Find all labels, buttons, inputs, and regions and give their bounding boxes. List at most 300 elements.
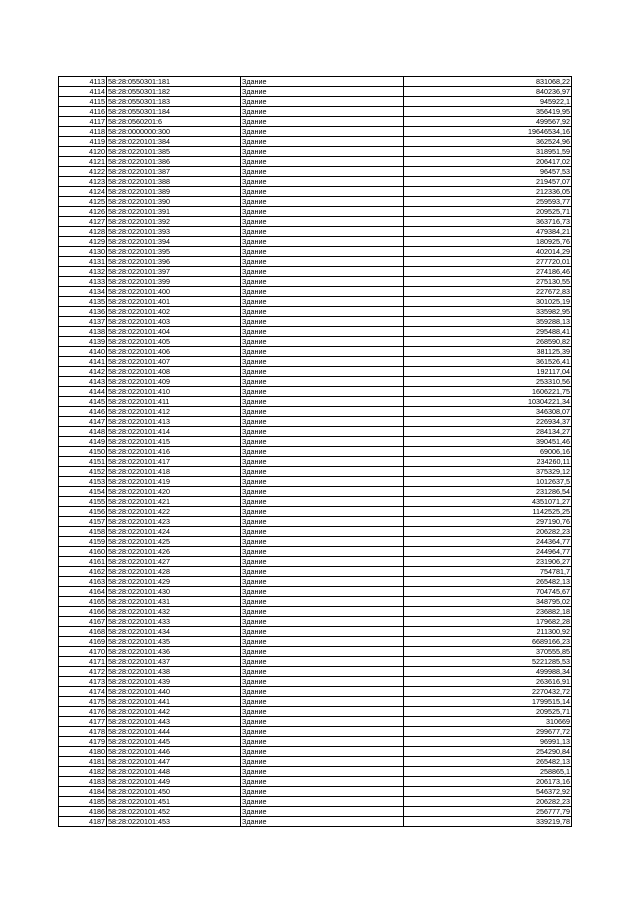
cadastral-number-cell: 58:28:0220101:394 bbox=[107, 237, 241, 247]
row-number-cell: 4141 bbox=[59, 357, 107, 367]
row-number-cell: 4155 bbox=[59, 497, 107, 507]
object-type-cell: Здание bbox=[241, 757, 404, 767]
cadastral-value-cell: 259593,77 bbox=[404, 197, 572, 207]
row-number-cell: 4182 bbox=[59, 767, 107, 777]
cadastral-number-cell: 58:28:0550301:183 bbox=[107, 97, 241, 107]
row-number-cell: 4183 bbox=[59, 777, 107, 787]
table-row bbox=[59, 327, 572, 337]
cadastral-value-cell: 546372,92 bbox=[404, 787, 572, 797]
row-number-cell: 4123 bbox=[59, 177, 107, 187]
cadastral-value-cell: 275130,55 bbox=[404, 277, 572, 287]
cadastral-value-cell: 5221285,53 bbox=[404, 657, 572, 667]
row-number-cell: 4157 bbox=[59, 517, 107, 527]
cadastral-value-cell: 1799515,14 bbox=[404, 697, 572, 707]
cadastral-number-cell: 58:28:0220101:406 bbox=[107, 347, 241, 357]
table-row bbox=[59, 807, 572, 817]
cadastral-value-cell: 295488,41 bbox=[404, 327, 572, 337]
table-row bbox=[59, 147, 572, 157]
cadastral-number-cell: 58:28:0220101:449 bbox=[107, 777, 241, 787]
cadastral-value-cell: 348795,02 bbox=[404, 597, 572, 607]
row-number-cell: 4161 bbox=[59, 557, 107, 567]
row-number-cell: 4133 bbox=[59, 277, 107, 287]
row-number-cell: 4125 bbox=[59, 197, 107, 207]
cadastral-value-cell: 754781,7 bbox=[404, 567, 572, 577]
cadastral-value-cell: 211300,92 bbox=[404, 627, 572, 637]
cadastral-value-cell: 704745,67 bbox=[404, 587, 572, 597]
cadastral-number-cell: 58:28:0220101:419 bbox=[107, 477, 241, 487]
cadastral-number-cell: 58:28:0220101:397 bbox=[107, 267, 241, 277]
cadastral-value-cell: 381125,39 bbox=[404, 347, 572, 357]
table-row bbox=[59, 667, 572, 677]
cadastral-number-cell: 58:28:0220101:432 bbox=[107, 607, 241, 617]
table-row bbox=[59, 387, 572, 397]
row-number-cell: 4140 bbox=[59, 347, 107, 357]
cadastral-number-cell: 58:28:0220101:442 bbox=[107, 707, 241, 717]
table-row bbox=[59, 217, 572, 227]
cadastral-value-cell: 236882,18 bbox=[404, 607, 572, 617]
object-type-cell: Здание bbox=[241, 527, 404, 537]
table-body bbox=[59, 77, 572, 827]
cadastral-number-cell: 58:28:0220101:429 bbox=[107, 577, 241, 587]
cadastral-number-cell: 58:28:0220101:440 bbox=[107, 687, 241, 697]
object-type-cell: Здание bbox=[241, 547, 404, 557]
table-row bbox=[59, 747, 572, 757]
cadastral-number-cell: 58:28:0220101:396 bbox=[107, 257, 241, 267]
row-number-cell: 4181 bbox=[59, 757, 107, 767]
object-type-cell: Здание bbox=[241, 397, 404, 407]
cadastral-value-cell: 375329,12 bbox=[404, 467, 572, 477]
table-row bbox=[59, 367, 572, 377]
row-number-cell: 4186 bbox=[59, 807, 107, 817]
cadastral-value-cell: 206282,23 bbox=[404, 797, 572, 807]
object-type-cell: Здание bbox=[241, 237, 404, 247]
cadastral-number-cell: 58:28:0220101:437 bbox=[107, 657, 241, 667]
cadastral-number-cell: 58:28:0220101:427 bbox=[107, 557, 241, 567]
cadastral-value-cell: 346308,07 bbox=[404, 407, 572, 417]
object-type-cell: Здание bbox=[241, 587, 404, 597]
row-number-cell: 4137 bbox=[59, 317, 107, 327]
object-type-cell: Здание bbox=[241, 157, 404, 167]
table-row bbox=[59, 537, 572, 547]
object-type-cell: Здание bbox=[241, 627, 404, 637]
object-type-cell: Здание bbox=[241, 607, 404, 617]
object-type-cell: Здание bbox=[241, 297, 404, 307]
table-row bbox=[59, 97, 572, 107]
cadastral-number-cell: 58:28:0220101:445 bbox=[107, 737, 241, 747]
object-type-cell: Здание bbox=[241, 377, 404, 387]
row-number-cell: 4154 bbox=[59, 487, 107, 497]
cadastral-value-cell: 254290,84 bbox=[404, 747, 572, 757]
cadastral-value-cell: 226934,37 bbox=[404, 417, 572, 427]
cadastral-value-cell: 263616,91 bbox=[404, 677, 572, 687]
row-number-cell: 4119 bbox=[59, 137, 107, 147]
row-number-cell: 4153 bbox=[59, 477, 107, 487]
row-number-cell: 4143 bbox=[59, 377, 107, 387]
cadastral-value-cell: 19646534,16 bbox=[404, 127, 572, 137]
table-row bbox=[59, 77, 572, 87]
table-row bbox=[59, 347, 572, 357]
row-number-cell: 4180 bbox=[59, 747, 107, 757]
cadastral-number-cell: 58:28:0220101:390 bbox=[107, 197, 241, 207]
row-number-cell: 4129 bbox=[59, 237, 107, 247]
table-row bbox=[59, 357, 572, 367]
cadastral-value-cell: 206173,16 bbox=[404, 777, 572, 787]
cadastral-value-cell: 212336,05 bbox=[404, 187, 572, 197]
table-row bbox=[59, 607, 572, 617]
object-type-cell: Здание bbox=[241, 727, 404, 737]
table-row bbox=[59, 337, 572, 347]
row-number-cell: 4185 bbox=[59, 797, 107, 807]
cadastral-value-cell: 318951,59 bbox=[404, 147, 572, 157]
object-type-cell: Здание bbox=[241, 407, 404, 417]
table-row bbox=[59, 797, 572, 807]
row-number-cell: 4174 bbox=[59, 687, 107, 697]
cadastral-value-cell: 96991,13 bbox=[404, 737, 572, 747]
cadastral-number-cell: 58:28:0220101:446 bbox=[107, 747, 241, 757]
table-row bbox=[59, 817, 572, 827]
object-type-cell: Здание bbox=[241, 147, 404, 157]
object-type-cell: Здание bbox=[241, 817, 404, 827]
cadastral-number-cell: 58:28:0220101:431 bbox=[107, 597, 241, 607]
cadastral-value-cell: 6689166,23 bbox=[404, 637, 572, 647]
cadastral-number-cell: 58:28:0220101:443 bbox=[107, 717, 241, 727]
cadastral-value-cell: 209525,71 bbox=[404, 707, 572, 717]
cadastral-value-cell: 265482,13 bbox=[404, 577, 572, 587]
table-row bbox=[59, 307, 572, 317]
cadastral-number-cell: 58:28:0220101:395 bbox=[107, 247, 241, 257]
cadastral-value-cell: 831068,22 bbox=[404, 77, 572, 87]
cadastral-number-cell: 58:28:0220101:391 bbox=[107, 207, 241, 217]
table-row bbox=[59, 627, 572, 637]
object-type-cell: Здание bbox=[241, 647, 404, 657]
cadastral-number-cell: 58:28:0220101:425 bbox=[107, 537, 241, 547]
cadastral-number-cell: 58:28:0220101:414 bbox=[107, 427, 241, 437]
object-type-cell: Здание bbox=[241, 457, 404, 467]
cadastral-value-cell: 301025,19 bbox=[404, 297, 572, 307]
cadastral-number-cell: 58:28:0220101:420 bbox=[107, 487, 241, 497]
object-type-cell: Здание bbox=[241, 257, 404, 267]
table-row bbox=[59, 117, 572, 127]
cadastral-value-cell: 265482,13 bbox=[404, 757, 572, 767]
cadastral-number-cell: 58:28:0220101:436 bbox=[107, 647, 241, 657]
table-row bbox=[59, 197, 572, 207]
row-number-cell: 4147 bbox=[59, 417, 107, 427]
row-number-cell: 4124 bbox=[59, 187, 107, 197]
cadastral-number-cell: 58:28:0220101:401 bbox=[107, 297, 241, 307]
table-row bbox=[59, 527, 572, 537]
row-number-cell: 4139 bbox=[59, 337, 107, 347]
cadastral-value-cell: 244364,77 bbox=[404, 537, 572, 547]
cadastral-number-cell: 58:28:0560201:6 bbox=[107, 117, 241, 127]
object-type-cell: Здание bbox=[241, 347, 404, 357]
cadastral-number-cell: 58:28:0220101:411 bbox=[107, 397, 241, 407]
cadastral-number-cell: 58:28:0220101:421 bbox=[107, 497, 241, 507]
cadastral-value-cell: 402014,29 bbox=[404, 247, 572, 257]
table-row bbox=[59, 757, 572, 767]
table-row bbox=[59, 547, 572, 557]
object-type-cell: Здание bbox=[241, 597, 404, 607]
cadastral-number-cell: 58:28:0220101:413 bbox=[107, 417, 241, 427]
cadastral-value-cell: 310669 bbox=[404, 717, 572, 727]
table-row bbox=[59, 437, 572, 447]
table-row bbox=[59, 87, 572, 97]
cadastral-number-cell: 58:28:0220101:448 bbox=[107, 767, 241, 777]
object-type-cell: Здание bbox=[241, 337, 404, 347]
table-row bbox=[59, 287, 572, 297]
row-number-cell: 4173 bbox=[59, 677, 107, 687]
cadastral-value-cell: 299677,72 bbox=[404, 727, 572, 737]
table-row bbox=[59, 107, 572, 117]
object-type-cell: Здание bbox=[241, 497, 404, 507]
table-row bbox=[59, 257, 572, 267]
row-number-cell: 4118 bbox=[59, 127, 107, 137]
row-number-cell: 4114 bbox=[59, 87, 107, 97]
row-number-cell: 4113 bbox=[59, 77, 107, 87]
cadastral-number-cell: 58:28:0220101:407 bbox=[107, 357, 241, 367]
object-type-cell: Здание bbox=[241, 427, 404, 437]
cadastral-number-cell: 58:28:0220101:399 bbox=[107, 277, 241, 287]
cadastral-number-cell: 58:28:0220101:447 bbox=[107, 757, 241, 767]
table-row bbox=[59, 167, 572, 177]
cadastral-number-cell: 58:28:0220101:451 bbox=[107, 797, 241, 807]
cadastral-number-cell: 58:28:0220101:430 bbox=[107, 587, 241, 597]
cadastral-number-cell: 58:28:0220101:404 bbox=[107, 327, 241, 337]
object-type-cell: Здание bbox=[241, 187, 404, 197]
object-type-cell: Здание bbox=[241, 357, 404, 367]
cadastral-number-cell: 58:28:0550301:184 bbox=[107, 107, 241, 117]
row-number-cell: 4162 bbox=[59, 567, 107, 577]
cadastral-number-cell: 58:28:0220101:426 bbox=[107, 547, 241, 557]
table-row bbox=[59, 317, 572, 327]
row-number-cell: 4145 bbox=[59, 397, 107, 407]
cadastral-number-cell: 58:28:0220101:412 bbox=[107, 407, 241, 417]
cadastral-number-cell: 58:28:0220101:409 bbox=[107, 377, 241, 387]
object-type-cell: Здание bbox=[241, 617, 404, 627]
object-type-cell: Здание bbox=[241, 217, 404, 227]
cadastral-number-cell: 58:28:0220101:386 bbox=[107, 157, 241, 167]
object-type-cell: Здание bbox=[241, 477, 404, 487]
cadastral-value-cell: 339219,78 bbox=[404, 817, 572, 827]
object-type-cell: Здание bbox=[241, 487, 404, 497]
cadastral-number-cell: 58:28:0220101:402 bbox=[107, 307, 241, 317]
cadastral-number-cell: 58:28:0550301:181 bbox=[107, 77, 241, 87]
cadastral-number-cell: 58:28:0220101:400 bbox=[107, 287, 241, 297]
cadastral-number-cell: 58:28:0550301:182 bbox=[107, 87, 241, 97]
table-row bbox=[59, 467, 572, 477]
cadastral-value-cell: 69006,16 bbox=[404, 447, 572, 457]
cadastral-value-cell: 361526,41 bbox=[404, 357, 572, 367]
object-type-cell: Здание bbox=[241, 367, 404, 377]
row-number-cell: 4135 bbox=[59, 297, 107, 307]
row-number-cell: 4120 bbox=[59, 147, 107, 157]
row-number-cell: 4115 bbox=[59, 97, 107, 107]
cadastral-value-cell: 219457,07 bbox=[404, 177, 572, 187]
table-row bbox=[59, 657, 572, 667]
object-type-cell: Здание bbox=[241, 467, 404, 477]
row-number-cell: 4169 bbox=[59, 637, 107, 647]
row-number-cell: 4172 bbox=[59, 667, 107, 677]
cadastral-value-cell: 356419,95 bbox=[404, 107, 572, 117]
table-row bbox=[59, 207, 572, 217]
object-type-cell: Здание bbox=[241, 207, 404, 217]
row-number-cell: 4121 bbox=[59, 157, 107, 167]
table-row bbox=[59, 227, 572, 237]
object-type-cell: Здание bbox=[241, 317, 404, 327]
cadastral-value-cell: 253310,56 bbox=[404, 377, 572, 387]
row-number-cell: 4176 bbox=[59, 707, 107, 717]
object-type-cell: Здание bbox=[241, 707, 404, 717]
object-type-cell: Здание bbox=[241, 697, 404, 707]
row-number-cell: 4148 bbox=[59, 427, 107, 437]
table-row bbox=[59, 517, 572, 527]
cadastral-value-cell: 1142525,25 bbox=[404, 507, 572, 517]
table-row bbox=[59, 397, 572, 407]
object-type-cell: Здание bbox=[241, 267, 404, 277]
row-number-cell: 4134 bbox=[59, 287, 107, 297]
cadastral-value-cell: 362524,96 bbox=[404, 137, 572, 147]
table-row bbox=[59, 297, 572, 307]
row-number-cell: 4167 bbox=[59, 617, 107, 627]
cadastral-value-cell: 359288,13 bbox=[404, 317, 572, 327]
cadastral-number-cell: 58:28:0220101:415 bbox=[107, 437, 241, 447]
object-type-cell: Здание bbox=[241, 577, 404, 587]
table-row bbox=[59, 157, 572, 167]
object-type-cell: Здание bbox=[241, 557, 404, 567]
table-row bbox=[59, 697, 572, 707]
cadastral-value-cell: 209525,71 bbox=[404, 207, 572, 217]
row-number-cell: 4179 bbox=[59, 737, 107, 747]
cadastral-value-cell: 256777,79 bbox=[404, 807, 572, 817]
object-type-cell: Здание bbox=[241, 77, 404, 87]
cadastral-value-cell: 231286,54 bbox=[404, 487, 572, 497]
cadastral-value-cell: 363716,73 bbox=[404, 217, 572, 227]
cadastral-value-cell: 1606221,75 bbox=[404, 387, 572, 397]
object-type-cell: Здание bbox=[241, 287, 404, 297]
object-type-cell: Здание bbox=[241, 687, 404, 697]
table-row bbox=[59, 677, 572, 687]
row-number-cell: 4146 bbox=[59, 407, 107, 417]
table-row bbox=[59, 477, 572, 487]
cadastral-value-cell: 274186,46 bbox=[404, 267, 572, 277]
object-type-cell: Здание bbox=[241, 777, 404, 787]
cadastral-number-cell: 58:28:0220101:408 bbox=[107, 367, 241, 377]
table-row bbox=[59, 377, 572, 387]
cadastral-value-cell: 499567,92 bbox=[404, 117, 572, 127]
cadastral-number-cell: 58:28:0220101:393 bbox=[107, 227, 241, 237]
row-number-cell: 4128 bbox=[59, 227, 107, 237]
object-type-cell: Здание bbox=[241, 447, 404, 457]
row-number-cell: 4163 bbox=[59, 577, 107, 587]
row-number-cell: 4149 bbox=[59, 437, 107, 447]
object-type-cell: Здание bbox=[241, 177, 404, 187]
cadastral-value-cell: 96457,53 bbox=[404, 167, 572, 177]
cadastral-number-cell: 58:28:0220101:422 bbox=[107, 507, 241, 517]
row-number-cell: 4138 bbox=[59, 327, 107, 337]
object-type-cell: Здание bbox=[241, 167, 404, 177]
cadastral-number-cell: 58:28:0220101:405 bbox=[107, 337, 241, 347]
object-type-cell: Здание bbox=[241, 567, 404, 577]
object-type-cell: Здание bbox=[241, 227, 404, 237]
object-type-cell: Здание bbox=[241, 507, 404, 517]
cadastral-number-cell: 58:28:0220101:438 bbox=[107, 667, 241, 677]
table-row bbox=[59, 137, 572, 147]
table-row bbox=[59, 507, 572, 517]
cadastral-number-cell: 58:28:0220101:418 bbox=[107, 467, 241, 477]
cadastral-number-cell: 58:28:0220101:434 bbox=[107, 627, 241, 637]
object-type-cell: Здание bbox=[241, 127, 404, 137]
cadastral-value-cell: 2270432,72 bbox=[404, 687, 572, 697]
cadastral-number-cell: 58:28:0220101:387 bbox=[107, 167, 241, 177]
row-number-cell: 4150 bbox=[59, 447, 107, 457]
object-type-cell: Здание bbox=[241, 537, 404, 547]
cadastral-number-cell: 58:28:0220101:435 bbox=[107, 637, 241, 647]
row-number-cell: 4116 bbox=[59, 107, 107, 117]
object-type-cell: Здание bbox=[241, 737, 404, 747]
table-row bbox=[59, 237, 572, 247]
row-number-cell: 4151 bbox=[59, 457, 107, 467]
row-number-cell: 4117 bbox=[59, 117, 107, 127]
table-row bbox=[59, 737, 572, 747]
cadastral-number-cell: 58:28:0220101:385 bbox=[107, 147, 241, 157]
cadastral-value-cell: 268590,82 bbox=[404, 337, 572, 347]
table-row bbox=[59, 187, 572, 197]
object-type-cell: Здание bbox=[241, 637, 404, 647]
table-row bbox=[59, 407, 572, 417]
table-row bbox=[59, 417, 572, 427]
row-number-cell: 4177 bbox=[59, 717, 107, 727]
table-row bbox=[59, 577, 572, 587]
row-number-cell: 4165 bbox=[59, 597, 107, 607]
object-type-cell: Здание bbox=[241, 247, 404, 257]
table-row bbox=[59, 247, 572, 257]
table-row bbox=[59, 177, 572, 187]
cadastral-number-cell: 58:28:0220101:452 bbox=[107, 807, 241, 817]
cadastral-number-cell: 58:28:0220101:441 bbox=[107, 697, 241, 707]
row-number-cell: 4126 bbox=[59, 207, 107, 217]
cadastral-number-cell: 58:28:0220101:417 bbox=[107, 457, 241, 467]
cadastral-value-cell: 335982,95 bbox=[404, 307, 572, 317]
object-type-cell: Здание bbox=[241, 387, 404, 397]
table-row bbox=[59, 687, 572, 697]
table-row bbox=[59, 777, 572, 787]
row-number-cell: 4130 bbox=[59, 247, 107, 257]
row-number-cell: 4156 bbox=[59, 507, 107, 517]
object-type-cell: Здание bbox=[241, 107, 404, 117]
row-number-cell: 4122 bbox=[59, 167, 107, 177]
cadastral-number-cell: 58:28:0220101:423 bbox=[107, 517, 241, 527]
row-number-cell: 4144 bbox=[59, 387, 107, 397]
cadastral-value-cell: 297190,76 bbox=[404, 517, 572, 527]
row-number-cell: 4158 bbox=[59, 527, 107, 537]
cadastral-value-cell: 945922,1 bbox=[404, 97, 572, 107]
object-type-cell: Здание bbox=[241, 797, 404, 807]
cadastral-number-cell: 58:28:0220101:416 bbox=[107, 447, 241, 457]
cadastral-value-cell: 192117,04 bbox=[404, 367, 572, 377]
object-type-cell: Здание bbox=[241, 277, 404, 287]
cadastral-value-cell: 231906,27 bbox=[404, 557, 572, 567]
cadastral-number-cell: 58:28:0220101:388 bbox=[107, 177, 241, 187]
row-number-cell: 4160 bbox=[59, 547, 107, 557]
object-type-cell: Здание bbox=[241, 137, 404, 147]
row-number-cell: 4136 bbox=[59, 307, 107, 317]
table-row bbox=[59, 277, 572, 287]
cadastral-value-cell: 180925,76 bbox=[404, 237, 572, 247]
table-row bbox=[59, 617, 572, 627]
row-number-cell: 4142 bbox=[59, 367, 107, 377]
cadastral-value-cell: 499988,34 bbox=[404, 667, 572, 677]
row-number-cell: 4164 bbox=[59, 587, 107, 597]
object-type-cell: Здание bbox=[241, 787, 404, 797]
